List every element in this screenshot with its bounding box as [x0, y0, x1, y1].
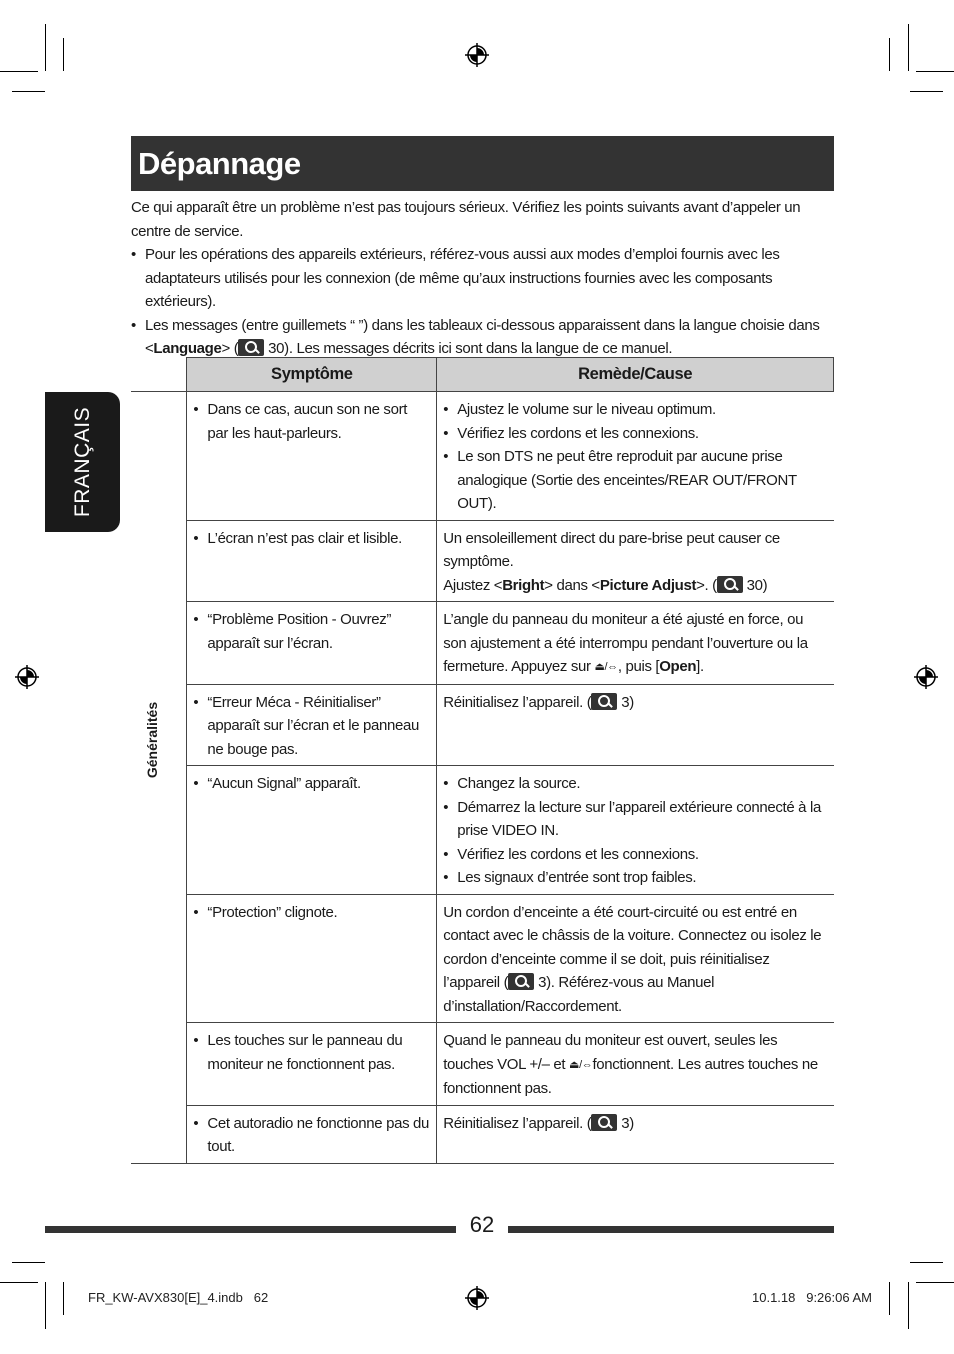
troubleshooting-table [131, 357, 834, 1164]
remedy-item: • Vérifiez les cordons et les connexions. [443, 422, 827, 446]
category-label: Généralités [144, 701, 160, 779]
table-row [131, 1023, 834, 1106]
magnifier-icon [238, 339, 264, 356]
magnifier-icon [508, 973, 534, 990]
symptom-text: • “Aucun Signal” apparaît. [193, 772, 430, 796]
page-ref: 30 [268, 340, 285, 357]
remedy-text: L’angle du panneau du moniteur a été ajusté en force, ou son ajustement a été interrompu pendant l’ouverture ou la fermeture. Appuyez sur ⏏/⇔, puis [Open]. [437, 602, 834, 685]
imprint-timestamp: 10.1.18 9:26:06 AM [752, 1290, 872, 1305]
language-tab [45, 392, 120, 532]
symptom-text: • L’écran n’est pas clair et lisible. [193, 527, 430, 551]
table-row [131, 894, 834, 1023]
symptom-text: • Dans ce cas, aucun son ne sort par les haut-parleurs. [193, 398, 430, 445]
remedy-item: • Les signaux d’entrée sont trop faibles. [443, 866, 827, 890]
table-row [131, 602, 834, 685]
table-row [131, 684, 834, 766]
remedy-item: • Ajustez le volume sur le niveau optimum. [443, 398, 827, 422]
column-header-symptom: Symptôme [187, 358, 437, 392]
magnifier-icon [591, 1114, 617, 1131]
symptom-text: • “Erreur Méca - Réinitialiser” apparaît sur l’écran et le panneau ne bouge pas. [193, 691, 430, 762]
language-tab-label: FRANÇAIS [70, 406, 94, 518]
imprint-file: FR_KW-AVX830[E]_4.indb 62 [88, 1290, 269, 1305]
table-row [131, 392, 834, 521]
remedy-item: • Changez la source. [443, 772, 827, 796]
eject-angle-icon: ⏏/⇔ [594, 661, 618, 673]
symptom-text: • “Protection” clignote. [193, 901, 430, 925]
table-row [131, 766, 834, 895]
intro-section [131, 196, 834, 361]
footer-bar-left [45, 1226, 456, 1233]
menu-name: Language [153, 340, 222, 357]
registration-mark-icon [14, 664, 40, 690]
title-bar [131, 136, 834, 191]
magnifier-icon [717, 576, 743, 593]
table-row [131, 520, 834, 602]
intro-bullet: • Pour les opérations des appareils extérieurs, référez-vous aussi aux modes d’emploi fournis avec les adaptateurs utilisés pour les connexion (de même qu’aux instructions fournies avec les composants extérieurs). [131, 243, 834, 314]
intro-paragraph: Ce qui apparaît être un problème n’est pas toujours sérieux. Vérifiez les points suivants avant d’appeler un centre de service. [131, 199, 801, 240]
table-row [131, 1105, 834, 1163]
registration-mark-icon [464, 42, 490, 68]
remedy-text: Réinitialisez l’appareil. ( 3) [437, 684, 834, 766]
registration-mark-icon [464, 1285, 490, 1311]
remedy-text: Réinitialisez l’appareil. ( 3) [437, 1105, 834, 1163]
registration-mark-icon [913, 664, 939, 690]
column-header-remedy: Remède/Cause [437, 358, 834, 392]
page-number: 62 [469, 1212, 495, 1237]
remedy-item: • Le son DTS ne peut être reproduit par aucune prise analogique (Sortie des enceintes/REAR OUT/FRONT OUT). [443, 445, 827, 516]
remedy-text: Un cordon d’enceinte a été court-circuité ou est entré en contact avec le châssis de la voiture. Connectez ou isolez le cordon d’enceinte comme il se doit, puis réinitialisez l’appareil ( 3). Référez-vous au Manuel d’installation/Raccordement. [437, 894, 834, 1023]
eject-angle-icon: ⏏/⇔ [569, 1058, 593, 1071]
remedy-text: Quand le panneau du moniteur est ouvert, seules les touches VOL +/– et ⏏/⇔fonctionnent. Les autres touches ne fonctionnent pas. [437, 1023, 834, 1106]
intro-bullet: • Les messages (entre guillemets “ ”) dans les tableaux ci-dessous apparaissent dans la langue choisie dans <Language> ( 30). Les messages décrits ici sont dans la langue de ce manuel. [131, 314, 834, 361]
symptom-text: • Les touches sur le panneau du moniteur ne fonctionnent pas. [193, 1029, 430, 1076]
remedy-item: • Vérifiez les cordons et les connexions. [443, 843, 827, 867]
symptom-text: • Cet autoradio ne fonctionne pas du tout. [193, 1112, 430, 1159]
symptom-text: • “Problème Position - Ouvrez” apparaît sur l’écran. [193, 608, 430, 655]
page-title: Dépannage [138, 146, 301, 181]
footer-bar-right [508, 1226, 834, 1233]
remedy-text: Un ensoleillement direct du pare-brise peut causer ce symptôme. Ajustez <Bright> dans <Picture Adjust>. ( 30) [437, 520, 834, 602]
magnifier-icon [591, 693, 617, 710]
remedy-item: • Démarrez la lecture sur l’appareil extérieure connecté à la prise VIDEO IN. [443, 796, 827, 843]
